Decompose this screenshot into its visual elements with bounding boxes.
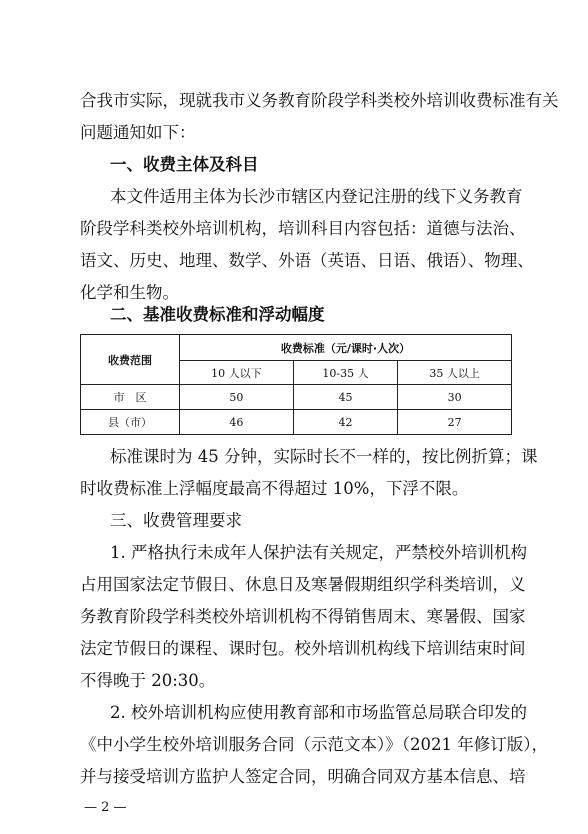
intro-line-2: 问题通知如下： bbox=[80, 123, 196, 142]
section-1-title: 一、收费主体及科目 bbox=[110, 155, 259, 174]
table-cell: 46 bbox=[180, 410, 294, 435]
section-1-line-4: 化学和生物。 bbox=[80, 283, 179, 302]
table-row bbox=[81, 410, 512, 435]
section-3-item-1-line-1: 1. 严格执行未成年人保护法有关规定，严禁校外培训机构 bbox=[110, 543, 527, 562]
table-cell: 27 bbox=[398, 410, 512, 435]
section-1-line-3: 语文、历史、地理、数学、外语（英语、日语、俄语）、物理、 bbox=[80, 251, 534, 270]
column-header: 35 人以上 bbox=[398, 361, 512, 385]
section-2-line-1: 标准课时为 45 分钟，实际时长不一样的，按比例折算；课 bbox=[110, 447, 538, 466]
table-cell: 50 bbox=[180, 385, 294, 410]
page-number: — 2 — bbox=[84, 800, 127, 815]
row-label: 县（市） bbox=[81, 410, 180, 435]
column-header: 10 人以下 bbox=[180, 361, 294, 385]
section-3-item-1-line-4: 法定节假日的课程、课时包。校外培训机构线下培训结束时间 bbox=[80, 639, 526, 658]
table-row bbox=[81, 385, 512, 410]
section-3-item-1-line-3: 务教育阶段学科类校外培训机构不得销售周末、寒暑假、国家 bbox=[80, 607, 526, 626]
range-header: 收费范围 bbox=[81, 335, 180, 385]
intro-line-1: 合我市实际，现就我市义务教育阶段学科类校外培训收费标准有关 bbox=[80, 91, 559, 110]
table-cell: 42 bbox=[293, 410, 397, 435]
section-3-title: 三、收费管理要求 bbox=[110, 511, 242, 530]
section-3-item-2-line-1: 2. 校外培训机构应使用教育部和市场监管总局联合印发的 bbox=[110, 703, 527, 722]
section-1-line-1: 本文件适用主体为长沙市辖区内登记注册的线下义务教育 bbox=[110, 187, 523, 206]
section-3-item-2-line-3: 并与接受培训方监护人签定合同，明确合同双方基本信息、培 bbox=[80, 767, 526, 786]
section-3-item-2-line-2: 《中小学生校外培训服务合同（示范文本）》（2021 年修订版）， bbox=[80, 735, 548, 754]
section-2-title: 二、基准收费标准和浮动幅度 bbox=[110, 305, 325, 324]
row-label: 市 区 bbox=[81, 385, 180, 410]
table-cell: 30 bbox=[398, 385, 512, 410]
table-cell: 45 bbox=[293, 385, 397, 410]
section-1-line-2: 阶段学科类校外培训机构，培训科目内容包括：道德与法治、 bbox=[80, 219, 526, 238]
fee-standard-table bbox=[80, 334, 512, 435]
section-2-line-2: 时收费标准上浮幅度最高不得超过 10%，下浮不限。 bbox=[80, 479, 469, 498]
section-3-item-1-line-2: 占用国家法定节假日、休息日及寒暑假期组织学科类培训，义 bbox=[80, 575, 526, 594]
section-3-item-1-line-5: 不得晚于 20:30。 bbox=[80, 671, 216, 690]
column-header: 10-35 人 bbox=[293, 361, 397, 385]
standard-header: 收费标准（元/课时·人次） bbox=[180, 335, 512, 361]
